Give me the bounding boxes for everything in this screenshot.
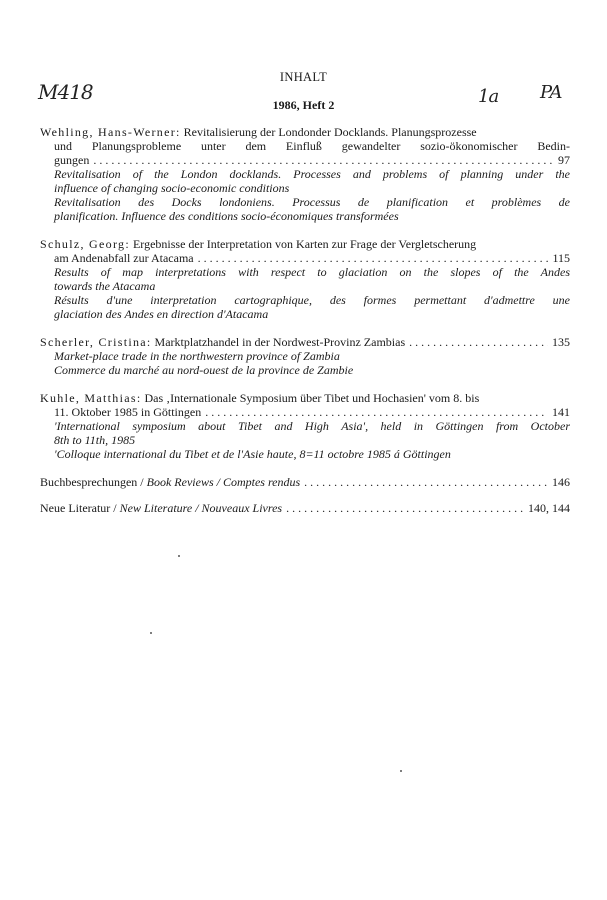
literature-label-en-fr: New Literature / Nouveaux Livres xyxy=(119,501,283,515)
entry-title: am Andenabfall zur Atacama xyxy=(54,251,194,265)
page-number: 141 xyxy=(552,405,570,419)
page-number: 135 xyxy=(552,335,570,349)
toc-entry-new-literature xyxy=(40,501,570,515)
issue-label: 1986, Heft 2 xyxy=(272,98,335,112)
page-number: 97 xyxy=(558,153,570,167)
paper-speck xyxy=(400,770,402,772)
toc-entry-book-reviews xyxy=(40,475,570,489)
literature-label-de: Neue Literatur / xyxy=(40,501,117,515)
reviews-label-de: Buchbesprechungen / xyxy=(40,475,144,489)
toc-entry-scherler xyxy=(40,335,570,377)
entry-title-line xyxy=(40,153,570,167)
toc-entry-schulz xyxy=(40,237,570,321)
entry-title-line xyxy=(40,391,570,405)
page-title: INHALT xyxy=(279,70,328,84)
reviews-label-en-fr: Book Reviews / Comptes rendus xyxy=(146,475,301,489)
page-number: 115 xyxy=(552,251,570,265)
english-title: towards the Atacama xyxy=(54,279,156,293)
entry-title: Marktplatzhandel in der Nordwest-Provinz Zambias xyxy=(154,335,406,349)
entry-title: gungen xyxy=(54,153,90,167)
english-title: Revitalisation of the London docklands. Processes and problems of planning under the xyxy=(54,167,570,181)
handwritten-note-middle: 1a xyxy=(478,86,499,107)
handwritten-note-left: M418 xyxy=(38,80,93,104)
english-title: Results of map interpretations with respect to glaciation on the slopes of the Andes xyxy=(54,265,570,279)
entry-author: Wehling, Hans-Werner: xyxy=(40,125,181,139)
toc-entry-wehling xyxy=(40,125,570,223)
leader-dots xyxy=(304,475,548,489)
english-title: 'International symposium about Tibet and High Asia', held in Göttingen from October xyxy=(54,419,570,433)
entry-author: Scherler, Cristina: xyxy=(40,335,152,349)
entry-title-line xyxy=(40,125,570,139)
leader-dots xyxy=(205,405,548,419)
french-title: Résults d'une interpretation cartographique, des formes permettant d'admettre une xyxy=(54,293,570,307)
entry-author: Kuhle, Matthias: xyxy=(40,391,142,405)
entry-title-line: und Planungsprobleme unter dem Einfluß gewandelter sozio-ökonomischer Bedin- xyxy=(54,139,570,153)
leader-dots xyxy=(198,251,549,265)
table-of-contents xyxy=(40,125,570,527)
leader-dots xyxy=(93,153,554,167)
french-title: Revitalisation des Docks londoniens. Processus de planification et problèmes de xyxy=(54,195,570,209)
leader-dots xyxy=(286,501,524,515)
entry-title-line xyxy=(40,237,570,251)
entry-title: Revitalisierung der Londonder Docklands. Planungsprozesse xyxy=(183,125,477,139)
entry-author: Schulz, Georg: xyxy=(40,237,130,251)
french-title: 'Colloque international du Tibet et de l'Asie haute, 8=11 octobre 1985 á Göttingen xyxy=(54,447,451,461)
page-number: 140, 144 xyxy=(528,501,570,515)
french-title: glaciation des Andes en direction d'Atacama xyxy=(54,307,269,321)
entry-title-line xyxy=(40,335,570,349)
handwritten-note-right: PA xyxy=(540,82,562,103)
entry-title-line xyxy=(40,251,570,265)
toc-entry-kuhle xyxy=(40,391,570,461)
english-title: influence of changing socio-economic conditions xyxy=(54,181,290,195)
english-title: Market-place trade in the northwestern province of Zambia xyxy=(54,349,340,363)
entry-title: Das ‚Internationale Symposium über Tibet und Hochasien' vom 8. bis xyxy=(144,391,480,405)
french-title: planification. Influence des conditions socio-économiques transformées xyxy=(54,209,399,223)
entry-title: 11. Oktober 1985 in Göttingen xyxy=(54,405,202,419)
paper-speck xyxy=(150,632,152,634)
leader-dots xyxy=(409,335,548,349)
entry-title-line xyxy=(40,405,570,419)
french-title: Commerce du marché au nord-ouest de la province de Zambie xyxy=(54,363,354,377)
paper-speck xyxy=(178,555,180,557)
page-number: 146 xyxy=(552,475,570,489)
english-title: 8th to 11th, 1985 xyxy=(54,433,136,447)
entry-title: Ergebnisse der Interpretation von Karten zur Frage der Vergletscherung xyxy=(132,237,477,251)
